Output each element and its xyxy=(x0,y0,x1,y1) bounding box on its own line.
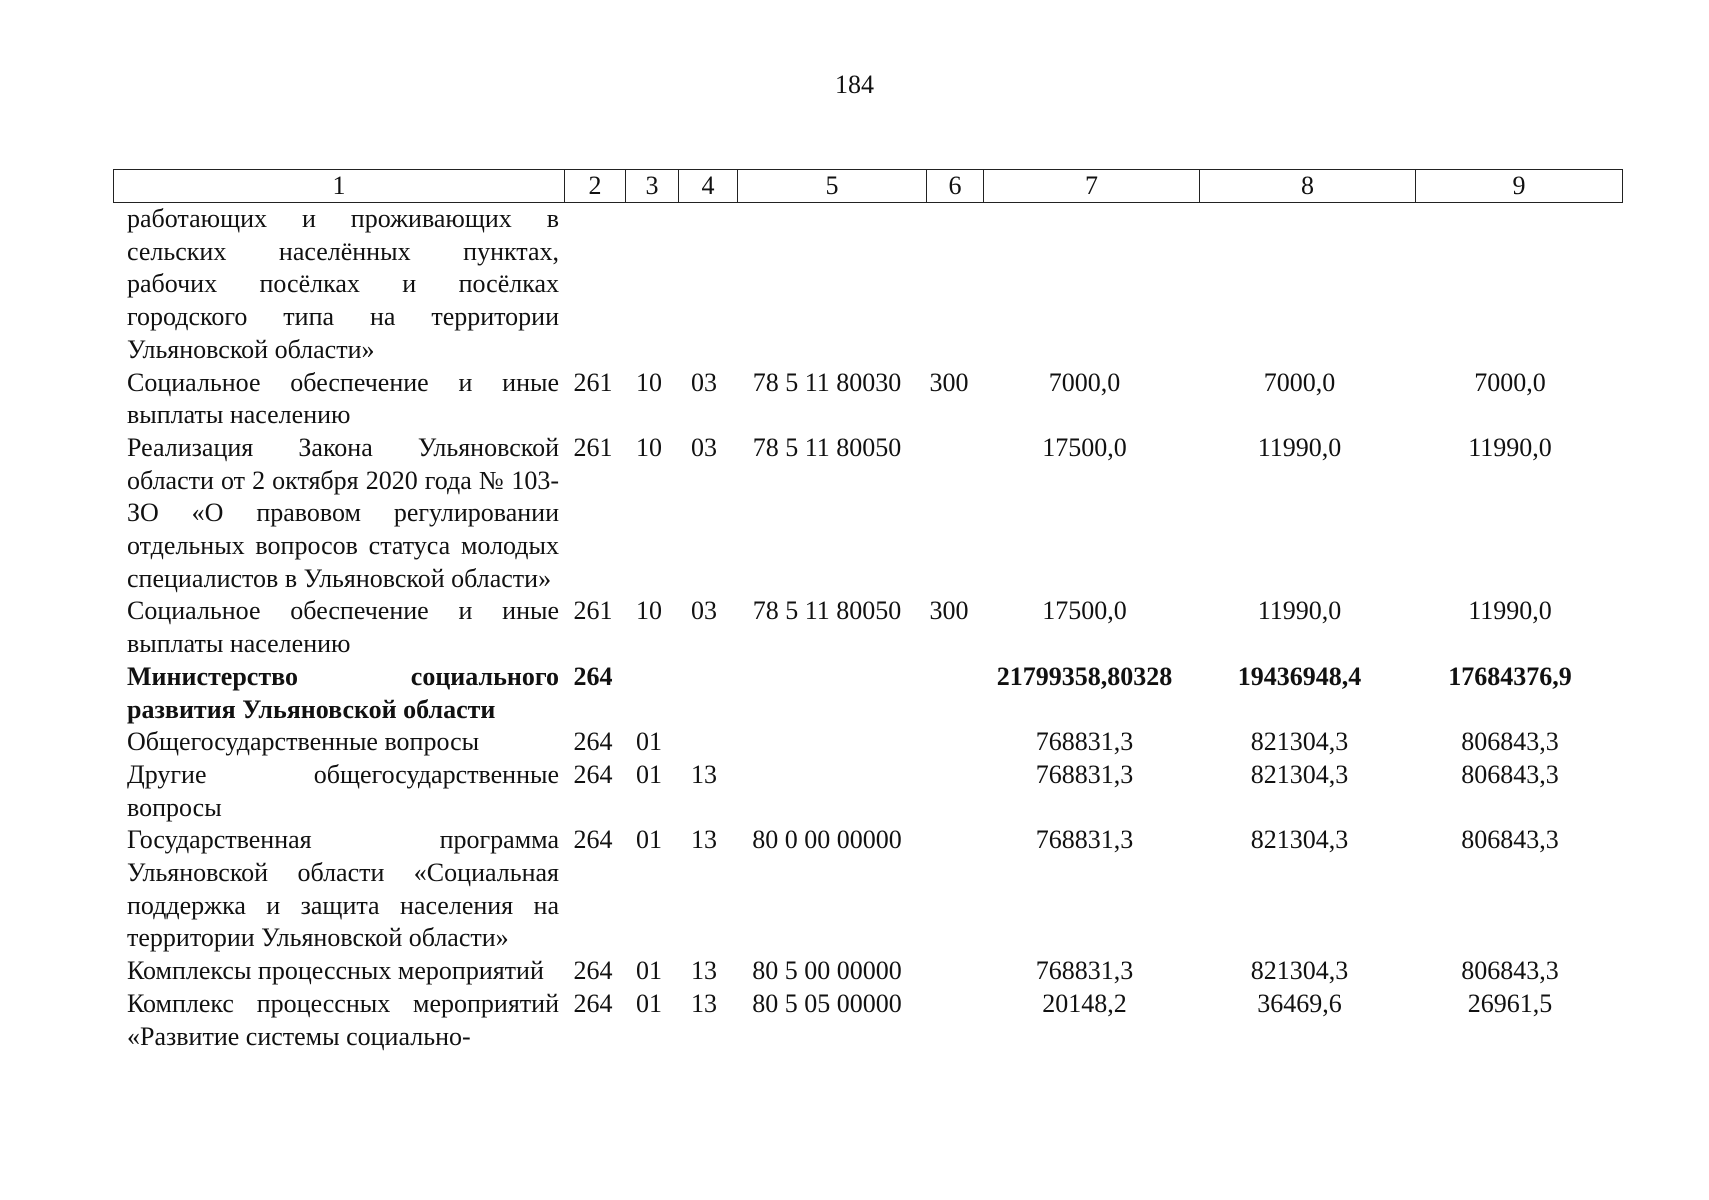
row-col-6 xyxy=(921,824,977,955)
table-row xyxy=(113,432,1613,596)
row-col-8 xyxy=(1192,203,1407,367)
row-col-3: 01 xyxy=(636,727,662,757)
row-col-3: 10 xyxy=(636,432,662,462)
column-header-table xyxy=(113,169,1623,203)
row-col-7: 768831,3 xyxy=(1035,727,1134,757)
row-col-5: 78 5 11 80050 xyxy=(752,432,902,462)
row-col-3: 01 xyxy=(636,825,662,855)
row-col-2: 264 xyxy=(573,661,613,691)
row-col-5: 80 5 05 00000 xyxy=(752,988,902,1018)
row-description: Государственная программа Ульяновской области «Социальная поддержка и защита населения на территории Ульяновской области» xyxy=(127,825,559,953)
row-col-7: 17500,0 xyxy=(1042,432,1127,462)
row-col-2: 261 xyxy=(573,432,613,462)
header-col-9: 9 xyxy=(1416,170,1623,203)
row-col-7: 768831,3 xyxy=(1035,956,1134,986)
header-col-7: 7 xyxy=(984,170,1200,203)
row-col-3 xyxy=(623,203,675,367)
row-description: Общегосударственные вопросы xyxy=(127,727,480,757)
row-col-2: 264 xyxy=(573,956,613,986)
row-col-6 xyxy=(921,432,977,596)
header-col-1: 1 xyxy=(114,170,565,203)
header-col-5: 5 xyxy=(738,170,927,203)
row-description: Министерство социального развития Ульяновской области xyxy=(127,661,559,724)
row-col-2: 261 xyxy=(573,596,613,626)
table-row xyxy=(113,824,1613,955)
row-col-2 xyxy=(563,203,623,367)
page-number: 184 xyxy=(835,70,874,99)
row-col-7: 768831,3 xyxy=(1035,825,1134,855)
row-col-9: 806843,3 xyxy=(1461,825,1559,855)
row-col-5: 80 5 00 00000 xyxy=(752,956,902,986)
row-col-4: 03 xyxy=(691,432,717,462)
row-col-8: 19436948,4 xyxy=(1237,661,1362,691)
table-row xyxy=(113,988,1613,1053)
row-col-8: 821304,3 xyxy=(1250,825,1349,855)
row-col-4: 13 xyxy=(691,988,717,1018)
row-col-2: 264 xyxy=(573,727,613,757)
row-col-5 xyxy=(733,203,921,367)
row-col-9: 11990,0 xyxy=(1468,596,1552,626)
row-col-4 xyxy=(675,661,733,726)
header-col-3: 3 xyxy=(626,170,679,203)
row-description: Комплекс процессных мероприятий «Развитие системы социально- xyxy=(127,988,559,1051)
header-col-2: 2 xyxy=(565,170,626,203)
row-col-8: 36469,6 xyxy=(1257,988,1342,1018)
row-col-4 xyxy=(675,726,733,759)
budget-table xyxy=(113,203,1613,1053)
row-col-6: 300 xyxy=(929,367,969,397)
row-description: Социальное обеспечение и иные выплаты населению xyxy=(127,367,559,430)
row-col-4: 03 xyxy=(691,367,717,397)
row-col-9: 806843,3 xyxy=(1461,727,1559,757)
row-col-6 xyxy=(921,955,977,988)
row-col-6 xyxy=(921,203,977,367)
row-col-5: 78 5 11 80030 xyxy=(752,367,902,397)
row-col-8: 11990,0 xyxy=(1257,596,1342,626)
header-col-4: 4 xyxy=(679,170,738,203)
row-col-7: 20148,2 xyxy=(1042,988,1127,1018)
row-col-7: 21799358,80328 xyxy=(996,661,1173,691)
row-col-6 xyxy=(921,726,977,759)
header-col-6: 6 xyxy=(927,170,984,203)
row-col-3: 01 xyxy=(636,956,662,986)
table-row xyxy=(113,955,1613,988)
row-col-3: 10 xyxy=(636,367,662,397)
row-description: работающих и проживающих в сельских населённых пунктах, рабочих посёлках и посёлках городского типа на территории Ульяновской области» xyxy=(127,204,559,364)
row-col-4: 03 xyxy=(691,596,717,626)
row-col-4: 13 xyxy=(691,956,717,986)
table-row xyxy=(113,367,1613,432)
row-col-5 xyxy=(733,726,921,759)
row-description: Реализация Закона Ульяновской области от 2 октября 2020 года № 103-ЗО «О правовом регулировании отдельных вопросов статуса молодых специалистов в Ульяновской области» xyxy=(127,432,559,593)
row-col-7: 7000,0 xyxy=(1048,367,1121,397)
row-col-9: 26961,5 xyxy=(1467,988,1553,1018)
budget-table-body xyxy=(113,203,1613,1053)
header-row xyxy=(114,170,1623,203)
row-col-4 xyxy=(675,203,733,367)
row-col-4: 13 xyxy=(691,825,717,855)
table-row xyxy=(113,595,1613,660)
row-col-3: 01 xyxy=(636,988,662,1018)
row-col-7: 768831,3 xyxy=(1035,759,1134,789)
row-col-6 xyxy=(921,759,977,824)
row-col-2: 264 xyxy=(573,825,613,855)
row-col-7 xyxy=(977,203,1192,367)
row-col-4: 13 xyxy=(691,759,717,789)
row-col-5: 80 0 00 00000 xyxy=(752,825,902,855)
row-col-9: 11990,0 xyxy=(1468,432,1552,462)
row-col-2: 261 xyxy=(573,367,613,397)
row-col-8: 821304,3 xyxy=(1250,956,1349,986)
row-col-3 xyxy=(623,661,675,726)
row-col-2: 264 xyxy=(573,759,613,789)
row-col-9: 806843,3 xyxy=(1461,956,1559,986)
row-col-6 xyxy=(921,661,977,726)
row-col-8: 821304,3 xyxy=(1250,727,1349,757)
table-row xyxy=(113,759,1613,824)
row-col-8: 11990,0 xyxy=(1257,432,1342,462)
table-row xyxy=(113,661,1613,726)
row-col-8: 7000,0 xyxy=(1263,367,1336,397)
header-col-8: 8 xyxy=(1200,170,1416,203)
row-col-9 xyxy=(1407,203,1613,367)
row-col-8: 821304,3 xyxy=(1250,759,1349,789)
row-col-6 xyxy=(921,988,977,1053)
row-col-5 xyxy=(733,759,921,824)
table-row xyxy=(113,726,1613,759)
row-col-3: 01 xyxy=(636,759,662,789)
row-col-5: 78 5 11 80050 xyxy=(752,596,902,626)
row-col-5 xyxy=(733,661,921,726)
row-description: Социальное обеспечение и иные выплаты населению xyxy=(127,596,559,659)
row-col-9: 17684376,9 xyxy=(1448,661,1572,691)
table-row xyxy=(113,203,1613,367)
row-description: Комплексы процессных мероприятий xyxy=(127,956,544,986)
row-col-3: 10 xyxy=(636,596,662,626)
row-col-9: 806843,3 xyxy=(1461,759,1559,789)
row-description: Другие общегосударственные вопросы xyxy=(127,759,559,822)
row-col-9: 7000,0 xyxy=(1474,367,1546,397)
row-col-6: 300 xyxy=(929,596,969,626)
row-col-2: 264 xyxy=(573,988,613,1018)
row-col-7: 17500,0 xyxy=(1042,596,1127,626)
